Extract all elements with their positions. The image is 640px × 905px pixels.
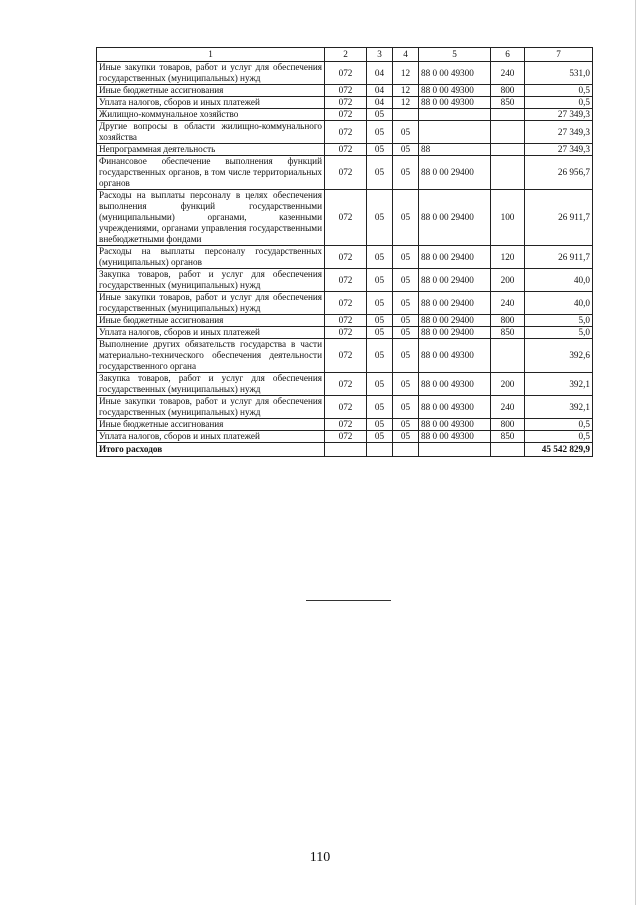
expense-type-cell: 120 (491, 246, 525, 269)
subsection-cell: 05 (393, 339, 419, 373)
section-cell: 05 (367, 156, 393, 190)
expense-type-cell: 200 (491, 269, 525, 292)
section-cell: 05 (367, 121, 393, 144)
table-row (97, 327, 593, 339)
table-row (97, 190, 593, 246)
target-article-cell: 88 0 00 49300 (419, 97, 491, 109)
description-cell: Иные бюджетные ассигнования (97, 315, 325, 327)
amount-cell: 26 956,7 (525, 156, 593, 190)
target-article-cell: 88 0 00 29400 (419, 315, 491, 327)
header-col-4: 4 (393, 48, 419, 62)
description-cell: Жилищно-коммунальное хозяйство (97, 109, 325, 121)
target-article-cell (419, 109, 491, 121)
target-article-cell: 88 0 00 49300 (419, 373, 491, 396)
total-value: 45 542 829,9 (525, 443, 593, 457)
admin-code-cell: 072 (325, 339, 367, 373)
admin-code-cell: 072 (325, 373, 367, 396)
target-article-cell: 88 0 00 29400 (419, 156, 491, 190)
description-cell: Уплата налогов, сборов и иных платежей (97, 97, 325, 109)
amount-cell: 392,6 (525, 339, 593, 373)
description-cell: Расходы на выплаты персоналу в целях обеспечения выполнения функций государственными (муниципальными) органами, казенными учреждениями, органами управления государственными внебюджетными фондами (97, 190, 325, 246)
header-col-1: 1 (97, 48, 325, 62)
admin-code-cell: 072 (325, 246, 367, 269)
table-row (97, 62, 593, 85)
header-col-6: 6 (491, 48, 525, 62)
subsection-cell: 05 (393, 190, 419, 246)
amount-cell: 531,0 (525, 62, 593, 85)
admin-code-cell: 072 (325, 62, 367, 85)
scan-edge-line (635, 0, 636, 905)
total-empty-cell (393, 443, 419, 457)
table-row (97, 85, 593, 97)
budget-table (96, 47, 593, 457)
total-row (97, 443, 593, 457)
table-row (97, 156, 593, 190)
expense-type-cell: 240 (491, 396, 525, 419)
amount-cell: 27 349,3 (525, 109, 593, 121)
footnote-divider (306, 600, 391, 601)
amount-cell: 5,0 (525, 327, 593, 339)
table-row (97, 339, 593, 373)
table-row (97, 431, 593, 443)
target-article-cell: 88 0 00 49300 (419, 339, 491, 373)
target-article-cell: 88 0 00 29400 (419, 292, 491, 315)
admin-code-cell: 072 (325, 144, 367, 156)
table-row (97, 97, 593, 109)
subsection-cell: 12 (393, 97, 419, 109)
admin-code-cell: 072 (325, 269, 367, 292)
subsection-cell: 05 (393, 327, 419, 339)
expense-type-cell: 800 (491, 419, 525, 431)
subsection-cell: 05 (393, 373, 419, 396)
target-article-cell: 88 0 00 29400 (419, 246, 491, 269)
table-row (97, 121, 593, 144)
expense-type-cell: 850 (491, 327, 525, 339)
amount-cell: 26 911,7 (525, 190, 593, 246)
admin-code-cell: 072 (325, 109, 367, 121)
description-cell: Расходы на выплаты персоналу государственных (муниципальных) органов (97, 246, 325, 269)
amount-cell: 392,1 (525, 373, 593, 396)
table-row (97, 246, 593, 269)
description-cell: Иные закупки товаров, работ и услуг для обеспечения государственных (муниципальных) нужд (97, 62, 325, 85)
expense-type-cell (491, 109, 525, 121)
expense-type-cell: 200 (491, 373, 525, 396)
subsection-cell: 05 (393, 396, 419, 419)
admin-code-cell: 072 (325, 419, 367, 431)
subsection-cell: 05 (393, 315, 419, 327)
expense-type-cell: 240 (491, 62, 525, 85)
page-number: 110 (309, 850, 331, 865)
amount-cell: 27 349,3 (525, 144, 593, 156)
section-cell: 05 (367, 419, 393, 431)
section-cell: 05 (367, 396, 393, 419)
subsection-cell: 05 (393, 292, 419, 315)
description-cell: Закупка товаров, работ и услуг для обеспечения государственных (муниципальных) нужд (97, 373, 325, 396)
amount-cell: 27 349,3 (525, 121, 593, 144)
table-row (97, 144, 593, 156)
subsection-cell: 05 (393, 144, 419, 156)
subsection-cell: 05 (393, 156, 419, 190)
header-col-3: 3 (367, 48, 393, 62)
table-row (97, 292, 593, 315)
section-cell: 05 (367, 144, 393, 156)
subsection-cell: 05 (393, 246, 419, 269)
expense-type-cell (491, 339, 525, 373)
target-article-cell (419, 121, 491, 144)
admin-code-cell: 072 (325, 190, 367, 246)
admin-code-cell: 072 (325, 292, 367, 315)
expense-type-cell: 100 (491, 190, 525, 246)
table-row (97, 373, 593, 396)
table-row (97, 269, 593, 292)
admin-code-cell: 072 (325, 431, 367, 443)
subsection-cell (393, 109, 419, 121)
section-cell: 05 (367, 339, 393, 373)
description-cell: Иные закупки товаров, работ и услуг для обеспечения государственных (муниципальных) нужд (97, 292, 325, 315)
amount-cell: 5,0 (525, 315, 593, 327)
total-empty-cell (367, 443, 393, 457)
section-cell: 05 (367, 292, 393, 315)
section-cell: 05 (367, 431, 393, 443)
amount-cell: 26 911,7 (525, 246, 593, 269)
section-cell: 05 (367, 109, 393, 121)
admin-code-cell: 072 (325, 121, 367, 144)
admin-code-cell: 072 (325, 97, 367, 109)
expense-type-cell (491, 121, 525, 144)
expense-type-cell: 850 (491, 97, 525, 109)
subsection-cell: 05 (393, 269, 419, 292)
amount-cell: 0,5 (525, 97, 593, 109)
description-cell: Финансовое обеспечение выполнения функций государственных органов, в том числе территориальных органов (97, 156, 325, 190)
table-row (97, 396, 593, 419)
description-cell: Иные закупки товаров, работ и услуг для обеспечения государственных (муниципальных) нужд (97, 396, 325, 419)
subsection-cell: 05 (393, 431, 419, 443)
admin-code-cell: 072 (325, 315, 367, 327)
target-article-cell: 88 0 00 49300 (419, 431, 491, 443)
table-row (97, 109, 593, 121)
section-cell: 05 (367, 269, 393, 292)
description-cell: Иные бюджетные ассигнования (97, 85, 325, 97)
header-col-2: 2 (325, 48, 367, 62)
amount-cell: 0,5 (525, 431, 593, 443)
amount-cell: 0,5 (525, 85, 593, 97)
total-empty-cell (491, 443, 525, 457)
subsection-cell: 12 (393, 85, 419, 97)
section-cell: 05 (367, 246, 393, 269)
admin-code-cell: 072 (325, 156, 367, 190)
table-row (97, 315, 593, 327)
amount-cell: 392,1 (525, 396, 593, 419)
expense-type-cell: 800 (491, 315, 525, 327)
section-cell: 05 (367, 190, 393, 246)
target-article-cell: 88 0 00 49300 (419, 396, 491, 419)
description-cell: Выполнение других обязательств государства в части материально-технического обеспечения деятельности государственного органа (97, 339, 325, 373)
section-cell: 05 (367, 315, 393, 327)
admin-code-cell: 072 (325, 327, 367, 339)
expense-type-cell: 240 (491, 292, 525, 315)
expense-type-cell (491, 144, 525, 156)
section-cell: 04 (367, 97, 393, 109)
amount-cell: 0,5 (525, 419, 593, 431)
expense-type-cell: 850 (491, 431, 525, 443)
description-cell: Непрограммная деятельность (97, 144, 325, 156)
header-col-5: 5 (419, 48, 491, 62)
table-header-row (97, 48, 593, 62)
section-cell: 05 (367, 373, 393, 396)
description-cell: Закупка товаров, работ и услуг для обеспечения государственных (муниципальных) нужд (97, 269, 325, 292)
section-cell: 04 (367, 62, 393, 85)
description-cell: Уплата налогов, сборов и иных платежей (97, 431, 325, 443)
header-col-7: 7 (525, 48, 593, 62)
subsection-cell: 05 (393, 419, 419, 431)
admin-code-cell: 072 (325, 85, 367, 97)
description-cell: Другие вопросы в области жилищно-коммунального хозяйства (97, 121, 325, 144)
amount-cell: 40,0 (525, 292, 593, 315)
section-cell: 05 (367, 327, 393, 339)
amount-cell: 40,0 (525, 269, 593, 292)
target-article-cell: 88 0 00 49300 (419, 62, 491, 85)
target-article-cell: 88 0 00 29400 (419, 269, 491, 292)
target-article-cell: 88 0 00 29400 (419, 327, 491, 339)
subsection-cell: 12 (393, 62, 419, 85)
total-empty-cell (419, 443, 491, 457)
table-row (97, 419, 593, 431)
admin-code-cell: 072 (325, 396, 367, 419)
total-empty-cell (325, 443, 367, 457)
target-article-cell: 88 0 00 49300 (419, 419, 491, 431)
target-article-cell: 88 0 00 29400 (419, 190, 491, 246)
expense-type-cell: 800 (491, 85, 525, 97)
subsection-cell: 05 (393, 121, 419, 144)
section-cell: 04 (367, 85, 393, 97)
description-cell: Иные бюджетные ассигнования (97, 419, 325, 431)
description-cell: Уплата налогов, сборов и иных платежей (97, 327, 325, 339)
total-label: Итого расходов (97, 443, 325, 457)
expense-type-cell (491, 156, 525, 190)
target-article-cell: 88 (419, 144, 491, 156)
target-article-cell: 88 0 00 49300 (419, 85, 491, 97)
